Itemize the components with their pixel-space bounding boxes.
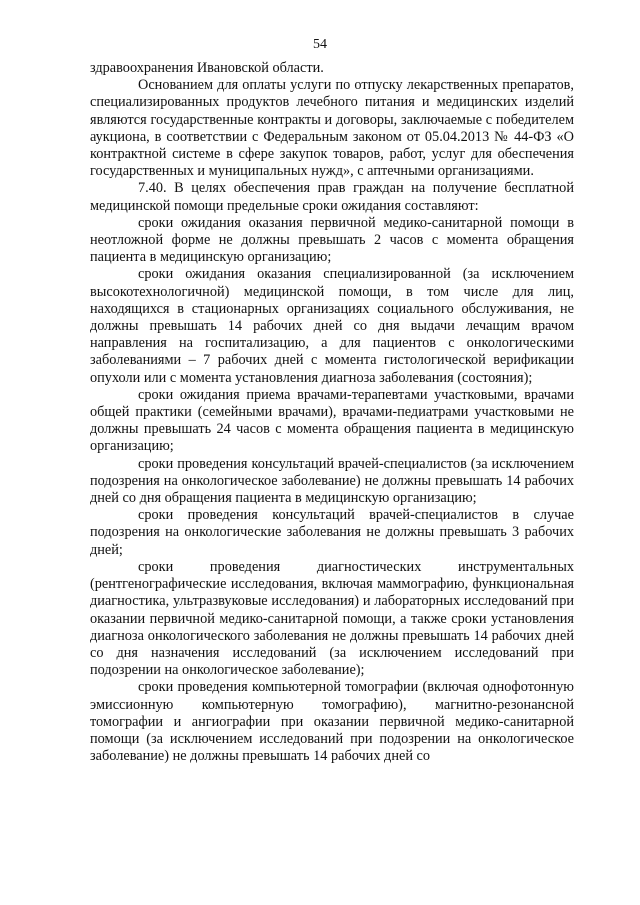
document-body (90, 60, 574, 765)
paragraph-7-40-intro: 7.40. В целях обеспечения прав граждан на получение бесплатной медицинской помощи предельные сроки ожидания составляют: (90, 180, 574, 214)
paragraph-therapist-wait: сроки ожидания приема врачами-терапевтами участковыми, врачами общей практики (семейными врачами), врачами-педиатрами участковыми не должны превышать 24 часов с момента обращения пациента в медицинскую организацию; (90, 386, 574, 455)
paragraph-diagnostic-tests-wait: сроки проведения диагностических инструментальных (рентгенографические исследования, включая маммографию, функциональная диагностика, ультразвуковые исследования) и лабораторных исследований при оказании первичной медико-санитарной помощи, а также сроки установления диагноза онкологического заболевания не должны превышать 14 рабочих дней со дня назначения исследований (за исключением исследований при подозрении на онкологическое заболевание); (90, 558, 574, 679)
paragraph-continuation: здравоохранения Ивановской области. (90, 60, 324, 76)
paragraph-tomography-wait: сроки проведения компьютерной томографии (включая однофотонную эмиссионную компьютерную томографию), магнитно-резонансной томографии и ангиографии при оказании первичной медико-санитарной помощи (за исключением исследований при подозрении на онкологическое заболевание) не должны превышать 14 рабочих дней со (90, 679, 574, 765)
paragraph-specialized-care-wait: сроки ожидания оказания специализированной (за исключением высокотехнологичной) медицинской помощи, в том числе для лиц, находящихся в стационарных организациях социального обслуживания, не должны превышать 14 рабочих дней со дня выдачи лечащим врачом направления на госпитализацию, а для пациентов с онкологическими заболеваниями – 7 рабочих дней с момента гистологической верификации опухоли или с момента установления диагноза заболевания (состояния); (90, 266, 574, 386)
paragraph-oncology-consultation-wait: сроки проведения консультаций врачей-специалистов в случае подозрения на онкологические заболевания не должны превышать 3 рабочих дней; (90, 507, 574, 558)
paragraph-urgent-care-wait: сроки ожидания оказания первичной медико-санитарной помощи в неотложной форме не должны превышать 2 часов с момента обращения пациента в медицинскую организацию; (90, 214, 574, 266)
paragraph-payment-basis: Основанием для оплаты услуги по отпуску лекарственных препаратов, специализированных продуктов лечебного питания и медицинских изделий являются государственные контракты и договоры, заключаемые с победителем аукциона, в соответствии с Федеральным законом от 05.04.2013 № 44-ФЗ «О контрактной системе в сфере закупок товаров, работ, услуг для обеспечения государственных и муниципальных нужд», с аптечными организациями. (90, 77, 574, 180)
page-number: 54 (313, 37, 327, 52)
paragraph-specialist-consultation-wait: сроки проведения консультаций врачей-специалистов (за исключением подозрения на онкологическое заболевание) не должны превышать 14 рабочих дней со дня обращения пациента в медицинскую организацию; (90, 455, 574, 507)
